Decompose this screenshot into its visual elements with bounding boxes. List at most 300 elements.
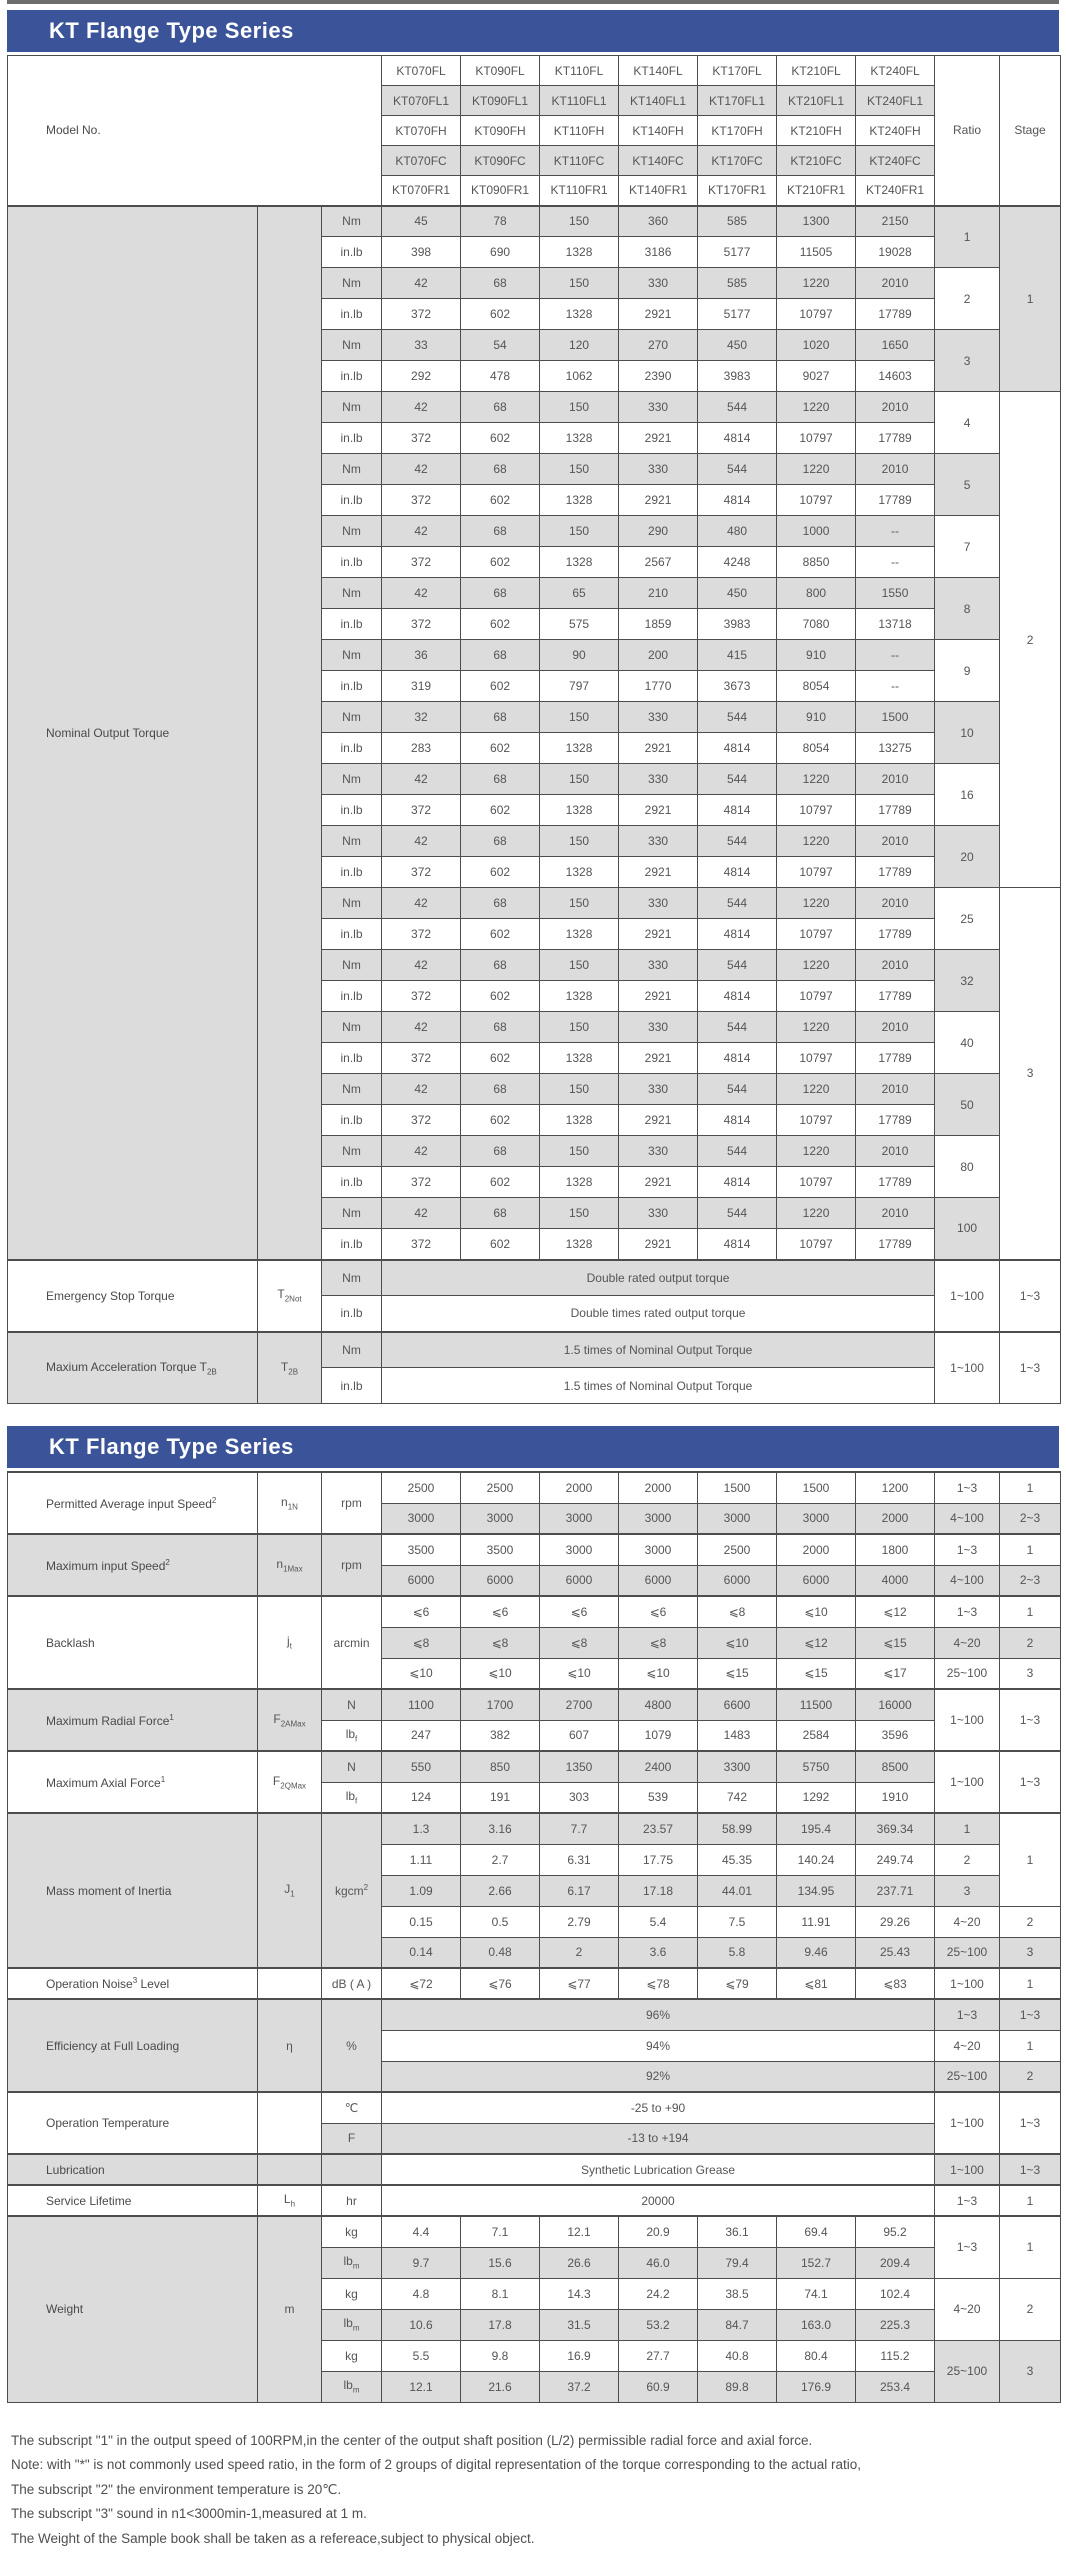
param-label: Maximum Radial Force$^1$ — [8, 1689, 258, 1751]
stage-cell: 1~3 — [1000, 1999, 1061, 2030]
value-cell: 303 — [540, 1782, 619, 1813]
value-cell: 150 — [540, 826, 619, 857]
subscript: m — [352, 2385, 360, 2395]
ratio-cell: 4 — [935, 392, 1000, 454]
unit-cell: arcmin — [322, 1596, 382, 1689]
subscript: 1 — [290, 1889, 295, 1899]
value-cell: 3000 — [540, 1534, 619, 1565]
value-cell: 1300 — [777, 206, 856, 237]
superscript: 2 — [165, 1557, 170, 1567]
model-cell: KT170FL — [698, 56, 777, 86]
value-cell: 79.4 — [698, 2247, 777, 2278]
model-cell: KT140FR1 — [619, 176, 698, 206]
value-cell: 237.71 — [856, 1875, 935, 1906]
value-cell: 3500 — [461, 1534, 540, 1565]
table-row — [8, 2092, 1061, 2123]
value-cell: 150 — [540, 950, 619, 981]
stage-cell: 1 — [1000, 2030, 1061, 2061]
stage-cell: 2 — [1000, 1627, 1061, 1658]
value-cell: 150 — [540, 1136, 619, 1167]
value-cell: 46.0 — [619, 2247, 698, 2278]
unit-cell: in.lb — [322, 733, 382, 764]
value-cell: 3673 — [698, 671, 777, 702]
unit-cell: $lb_f$ — [322, 1720, 382, 1751]
value-cell: 2921 — [619, 981, 698, 1012]
value-cell: 910 — [777, 702, 856, 733]
value-cell: 14.3 — [540, 2278, 619, 2309]
value-cell: 12.1 — [540, 2216, 619, 2247]
value-cell: 1483 — [698, 1720, 777, 1751]
value-cell: 80.4 — [777, 2340, 856, 2371]
value-cell: 10797 — [777, 1043, 856, 1074]
value-cell: 5750 — [777, 1751, 856, 1782]
model-cell: KT110FR1 — [540, 176, 619, 206]
value-cell: 544 — [698, 1198, 777, 1229]
value-cell: 330 — [619, 702, 698, 733]
value-cell: 372 — [382, 423, 461, 454]
value-cell: 25.43 — [856, 1937, 935, 1968]
unit-cell: rpm — [322, 1534, 382, 1596]
value-cell: 4814 — [698, 981, 777, 1012]
ratio-cell: 25~100 — [935, 2061, 1000, 2092]
value-cell: 2500 — [698, 1534, 777, 1565]
model-cell: KT170FH — [698, 116, 777, 146]
value-cell: 68 — [461, 454, 540, 485]
unit-cell: Nm — [322, 702, 382, 733]
unit-cell: kg — [322, 2278, 382, 2309]
value-cell: 2921 — [619, 1105, 698, 1136]
value-cell: 253.4 — [856, 2371, 935, 2402]
symbol-cell: $T_{2B}$ — [258, 1332, 322, 1404]
unit-cell: kg — [322, 2216, 382, 2247]
unit-cell: kgcm$^2$ — [322, 1813, 382, 1968]
value-cell: 544 — [698, 764, 777, 795]
value-cell: ⩽8 — [461, 1627, 540, 1658]
stage-cell: 1 — [1000, 1472, 1061, 1503]
ratio-cell: 50 — [935, 1074, 1000, 1136]
value-cell: 247 — [382, 1720, 461, 1751]
value-cell: 7.5 — [698, 1906, 777, 1937]
value-cell: 3000 — [382, 1503, 461, 1534]
subscript: h — [290, 2199, 296, 2209]
table-row — [8, 2216, 1061, 2247]
unit-cell: Nm — [322, 1012, 382, 1043]
value-cell: 5.4 — [619, 1906, 698, 1937]
value-cell: 6600 — [698, 1689, 777, 1720]
value-cell: 2567 — [619, 547, 698, 578]
value-cell: ⩽6 — [540, 1596, 619, 1627]
value-cell: 372 — [382, 609, 461, 640]
ratio-cell: 3 — [935, 1875, 1000, 1906]
unit-cell: Nm — [322, 1136, 382, 1167]
value-cell: 3000 — [777, 1503, 856, 1534]
ratio-cell: 4~20 — [935, 2278, 1000, 2340]
unit-cell: in.lb — [322, 237, 382, 268]
value-cell: 4814 — [698, 919, 777, 950]
value-cell: 330 — [619, 1198, 698, 1229]
subscript: 2B — [206, 1366, 217, 1376]
model-cell: KT140FH — [619, 116, 698, 146]
value-cell: 10797 — [777, 485, 856, 516]
value-cell: -- — [856, 516, 935, 547]
unit-cell: in.lb — [322, 1368, 382, 1404]
value-cell: 45.35 — [698, 1844, 777, 1875]
stage-cell: 1 — [1000, 1813, 1061, 1906]
value-cell: 33 — [382, 330, 461, 361]
value-cell: 2010 — [856, 1074, 935, 1105]
value-cell: ⩽81 — [777, 1968, 856, 1999]
ratio-cell: 1~100 — [935, 2092, 1000, 2154]
param-label: Operation Noise$^3$ Level — [8, 1968, 258, 1999]
symbol-cell: $j_t$ — [258, 1596, 322, 1689]
value-cell: 2921 — [619, 1229, 698, 1260]
value-cell: -- — [856, 547, 935, 578]
value-cell: 1220 — [777, 1198, 856, 1229]
ratio-cell: 16 — [935, 764, 1000, 826]
value-cell: 200 — [619, 640, 698, 671]
param-label: Maxium Acceleration Torque $T_{2B}$ — [8, 1332, 258, 1404]
value-cell: 10797 — [777, 299, 856, 330]
value-cell: 1328 — [540, 733, 619, 764]
value-cell: 2010 — [856, 826, 935, 857]
value-cell: 2921 — [619, 1043, 698, 1074]
value-cell: 3000 — [461, 1503, 540, 1534]
value-cell: 2000 — [540, 1472, 619, 1503]
value-cell: 150 — [540, 1012, 619, 1043]
value-cell: 360 — [619, 206, 698, 237]
unit-cell: in.lb — [322, 485, 382, 516]
value-cell: ⩽78 — [619, 1968, 698, 1999]
model-cell: KT110FL1 — [540, 86, 619, 116]
model-cell: KT110FC — [540, 146, 619, 176]
value-cell: 17789 — [856, 919, 935, 950]
unit-cell: N — [322, 1689, 382, 1720]
value-cell: 8500 — [856, 1751, 935, 1782]
value-cell: 372 — [382, 547, 461, 578]
value-cell: 6000 — [382, 1565, 461, 1596]
ratio-cell: 25~100 — [935, 1937, 1000, 1968]
value-cell: 10797 — [777, 795, 856, 826]
unit-cell: Nm — [322, 764, 382, 795]
value-cell: 4814 — [698, 795, 777, 826]
value-cell: 68 — [461, 1136, 540, 1167]
value-cell: 330 — [619, 1074, 698, 1105]
value-cell: 1328 — [540, 1167, 619, 1198]
value-cell: 42 — [382, 888, 461, 919]
stage-cell: 2 — [1000, 2061, 1061, 2092]
value-cell: 152.7 — [777, 2247, 856, 2278]
value-cell: 607 — [540, 1720, 619, 1751]
ratio-cell: 8 — [935, 578, 1000, 640]
value-cell: 54 — [461, 330, 540, 361]
page-top-rule — [7, 0, 1059, 4]
symbol-cell — [258, 206, 322, 1260]
model-cell: KT170FC — [698, 146, 777, 176]
value-cell: 4248 — [698, 547, 777, 578]
value-cell: 1.5 times of Nominal Output Torque — [382, 1332, 935, 1368]
superscript: 1 — [160, 1774, 166, 1784]
table-row — [8, 1260, 1061, 1296]
value-cell: 2000 — [856, 1503, 935, 1534]
ratio-cell: 1~100 — [935, 1689, 1000, 1751]
value-cell: 372 — [382, 1229, 461, 1260]
ratio-cell: 1~3 — [935, 1596, 1000, 1627]
value-cell: 1550 — [856, 578, 935, 609]
value-cell: 4814 — [698, 733, 777, 764]
param-label: Maximum Axial Force$^1$ — [8, 1751, 258, 1813]
unit-cell: F — [322, 2123, 382, 2154]
value-cell: 1328 — [540, 299, 619, 330]
table-row — [8, 1999, 1061, 2030]
value-cell: 602 — [461, 1105, 540, 1136]
value-cell: 797 — [540, 671, 619, 702]
value-cell: 150 — [540, 392, 619, 423]
value-cell: 17.75 — [619, 1844, 698, 1875]
value-cell: ⩽83 — [856, 1968, 935, 1999]
value-cell: 38.5 — [698, 2278, 777, 2309]
value-cell: 2921 — [619, 857, 698, 888]
value-cell: ⩽10 — [540, 1658, 619, 1689]
value-cell: 2000 — [619, 1472, 698, 1503]
value-cell: ⩽10 — [777, 1596, 856, 1627]
value-cell: 17789 — [856, 981, 935, 1012]
symbol-cell: $T_{2Not}$ — [258, 1260, 322, 1332]
value-cell: 40.8 — [698, 2340, 777, 2371]
value-cell: 191 — [461, 1782, 540, 1813]
subscript: t — [289, 1641, 292, 1651]
value-cell: 2 — [540, 1937, 619, 1968]
table-row — [8, 1689, 1061, 1720]
value-cell: 3983 — [698, 361, 777, 392]
page-title-2: KT Flange Type Series — [49, 1434, 294, 1459]
ratio-cell: 1~100 — [935, 1751, 1000, 1813]
stage-cell: 1~3 — [1000, 1332, 1061, 1404]
ratio-cell: 1 — [935, 1813, 1000, 1844]
value-cell: 1328 — [540, 1043, 619, 1074]
value-cell: 4814 — [698, 1167, 777, 1198]
value-cell: 1220 — [777, 1136, 856, 1167]
footnote-line: The subscript "1" in the output speed of 100RPM,in the center of the output shaft position (L/2) permissible radial force and axial force. — [11, 2432, 813, 2448]
table-row — [8, 1751, 1061, 1782]
ratio-cell: 4~20 — [935, 2030, 1000, 2061]
unit-cell: Nm — [322, 826, 382, 857]
value-cell: 150 — [540, 206, 619, 237]
ratio-cell: 2 — [935, 1844, 1000, 1875]
model-no-label: Model No. — [8, 56, 382, 206]
param-label: Weight — [8, 2216, 258, 2402]
subscript: f — [355, 1796, 358, 1806]
symbol-cell: $F_{2QMax}$ — [258, 1751, 322, 1813]
value-cell: 10797 — [777, 1105, 856, 1136]
model-cell: KT070FL1 — [382, 86, 461, 116]
value-cell: 398 — [382, 237, 461, 268]
symbol-cell: $n_{1Max}$ — [258, 1534, 322, 1596]
ratio-cell: 40 — [935, 1012, 1000, 1074]
stage-cell: 2~3 — [1000, 1565, 1061, 1596]
value-cell: ⩽10 — [382, 1658, 461, 1689]
value-cell: 330 — [619, 268, 698, 299]
value-cell: ⩽10 — [461, 1658, 540, 1689]
unit-cell: hr — [322, 2185, 382, 2216]
value-cell: 44.01 — [698, 1875, 777, 1906]
value-cell: 5.8 — [698, 1937, 777, 1968]
value-cell: 17789 — [856, 795, 935, 826]
unit-cell: in.lb — [322, 1296, 382, 1332]
table-row — [8, 206, 1061, 237]
value-cell: 850 — [461, 1751, 540, 1782]
value-cell: 10797 — [777, 981, 856, 1012]
value-cell: 544 — [698, 392, 777, 423]
value-cell: 2921 — [619, 485, 698, 516]
value-cell: 8850 — [777, 547, 856, 578]
value-cell: 4000 — [856, 1565, 935, 1596]
ratio-cell: 2 — [935, 268, 1000, 330]
value-cell: 36 — [382, 640, 461, 671]
value-cell: 575 — [540, 609, 619, 640]
ratio-cell: 25~100 — [935, 1658, 1000, 1689]
value-cell: 17789 — [856, 485, 935, 516]
value-cell: 1328 — [540, 237, 619, 268]
value-cell: 585 — [698, 268, 777, 299]
value-cell: 2921 — [619, 919, 698, 950]
value-cell: Synthetic Lubrication Grease — [382, 2154, 935, 2185]
value-cell: 68 — [461, 764, 540, 795]
value-cell: 5177 — [698, 237, 777, 268]
value-cell: 11505 — [777, 237, 856, 268]
stage-cell: 3 — [1000, 1658, 1061, 1689]
symbol-cell: $F_{2AMax}$ — [258, 1689, 322, 1751]
value-cell: 539 — [619, 1782, 698, 1813]
value-cell: 372 — [382, 795, 461, 826]
model-cell: KT070FC — [382, 146, 461, 176]
unit-cell: in.lb — [322, 361, 382, 392]
ratio-cell: 32 — [935, 950, 1000, 1012]
unit-cell: in.lb — [322, 423, 382, 454]
ratio-cell: 25 — [935, 888, 1000, 950]
value-cell: 1.5 times of Nominal Output Torque — [382, 1368, 935, 1404]
model-cell: KT240FL1 — [856, 86, 935, 116]
value-cell: 32 — [382, 702, 461, 733]
value-cell: 68 — [461, 1012, 540, 1043]
value-cell: 2400 — [619, 1751, 698, 1782]
value-cell: 53.2 — [619, 2309, 698, 2340]
value-cell: 270 — [619, 330, 698, 361]
value-cell: 1770 — [619, 671, 698, 702]
value-cell: 4814 — [698, 1229, 777, 1260]
value-cell: 209.4 — [856, 2247, 935, 2278]
value-cell: 42 — [382, 1136, 461, 1167]
value-cell: 115.2 — [856, 2340, 935, 2371]
value-cell: 319 — [382, 671, 461, 702]
ratio-cell: 1~100 — [935, 1332, 1000, 1404]
value-cell: 544 — [698, 454, 777, 485]
stage-cell: 1~3 — [1000, 1689, 1061, 1751]
value-cell: 17789 — [856, 1043, 935, 1074]
page-title: KT Flange Type Series — [49, 18, 294, 43]
value-cell: ⩽12 — [856, 1596, 935, 1627]
value-cell: 17789 — [856, 1105, 935, 1136]
value-cell: 94% — [382, 2030, 935, 2061]
value-cell: 8054 — [777, 733, 856, 764]
value-cell: 2010 — [856, 1012, 935, 1043]
torque-label: Nominal Output Torque — [8, 206, 258, 1260]
unit-cell: $lb_m$ — [322, 2309, 382, 2340]
value-cell: 249.74 — [856, 1844, 935, 1875]
value-cell: 330 — [619, 888, 698, 919]
value-cell: 2584 — [777, 1720, 856, 1751]
value-cell: 1328 — [540, 795, 619, 826]
unit-cell: in.lb — [322, 547, 382, 578]
section-gap — [7, 1404, 1059, 1424]
value-cell: 4814 — [698, 423, 777, 454]
symbol-cell: $n_{1N}$ — [258, 1472, 322, 1534]
value-cell: 225.3 — [856, 2309, 935, 2340]
value-cell: 544 — [698, 702, 777, 733]
unit-cell: Nm — [322, 330, 382, 361]
value-cell: 602 — [461, 423, 540, 454]
value-cell: 16000 — [856, 1689, 935, 1720]
value-cell: 372 — [382, 1167, 461, 1198]
ratio-cell: 1 — [935, 206, 1000, 268]
model-cell: KT170FR1 — [698, 176, 777, 206]
value-cell: 372 — [382, 981, 461, 1012]
stage-cell: 1 — [1000, 1968, 1061, 1999]
value-cell: 195.4 — [777, 1813, 856, 1844]
subscript: 2B — [288, 1366, 299, 1376]
value-cell: 0.15 — [382, 1906, 461, 1937]
value-cell: 1650 — [856, 330, 935, 361]
value-cell: 1220 — [777, 268, 856, 299]
value-cell: 585 — [698, 206, 777, 237]
value-cell: 2.66 — [461, 1875, 540, 1906]
model-cell: KT090FH — [461, 116, 540, 146]
unit-cell: Nm — [322, 392, 382, 423]
subscript: m — [352, 2261, 360, 2271]
value-cell: 96% — [382, 1999, 935, 2030]
value-cell: 4800 — [619, 1689, 698, 1720]
value-cell: 10797 — [777, 857, 856, 888]
footnotes — [11, 2429, 1059, 2552]
value-cell: 1220 — [777, 1012, 856, 1043]
value-cell: ⩽76 — [461, 1968, 540, 1999]
unit-cell: in.lb — [322, 299, 382, 330]
value-cell: 163.0 — [777, 2309, 856, 2340]
value-cell: 3000 — [698, 1503, 777, 1534]
value-cell: 1100 — [382, 1689, 461, 1720]
ratio-cell: 100 — [935, 1198, 1000, 1260]
value-cell: 150 — [540, 702, 619, 733]
value-cell: 6000 — [619, 1565, 698, 1596]
model-cell: KT090FL1 — [461, 86, 540, 116]
value-cell: 42 — [382, 268, 461, 299]
symbol-cell: m — [258, 2216, 322, 2402]
value-cell: 2500 — [382, 1472, 461, 1503]
value-cell: 283 — [382, 733, 461, 764]
value-cell: 372 — [382, 299, 461, 330]
value-cell: -13 to +194 — [382, 2123, 935, 2154]
value-cell: 68 — [461, 516, 540, 547]
ratio-cell: 9 — [935, 640, 1000, 702]
ratio-cell: 20 — [935, 826, 1000, 888]
param-label: Permitted Average input Speed$^2$ — [8, 1472, 258, 1534]
value-cell: 23.57 — [619, 1813, 698, 1844]
value-cell: 7.7 — [540, 1813, 619, 1844]
unit-cell: in.lb — [322, 1043, 382, 1074]
superscript: 1 — [169, 1712, 174, 1722]
value-cell: 17.18 — [619, 1875, 698, 1906]
value-cell: 42 — [382, 454, 461, 485]
value-cell: 31.5 — [540, 2309, 619, 2340]
